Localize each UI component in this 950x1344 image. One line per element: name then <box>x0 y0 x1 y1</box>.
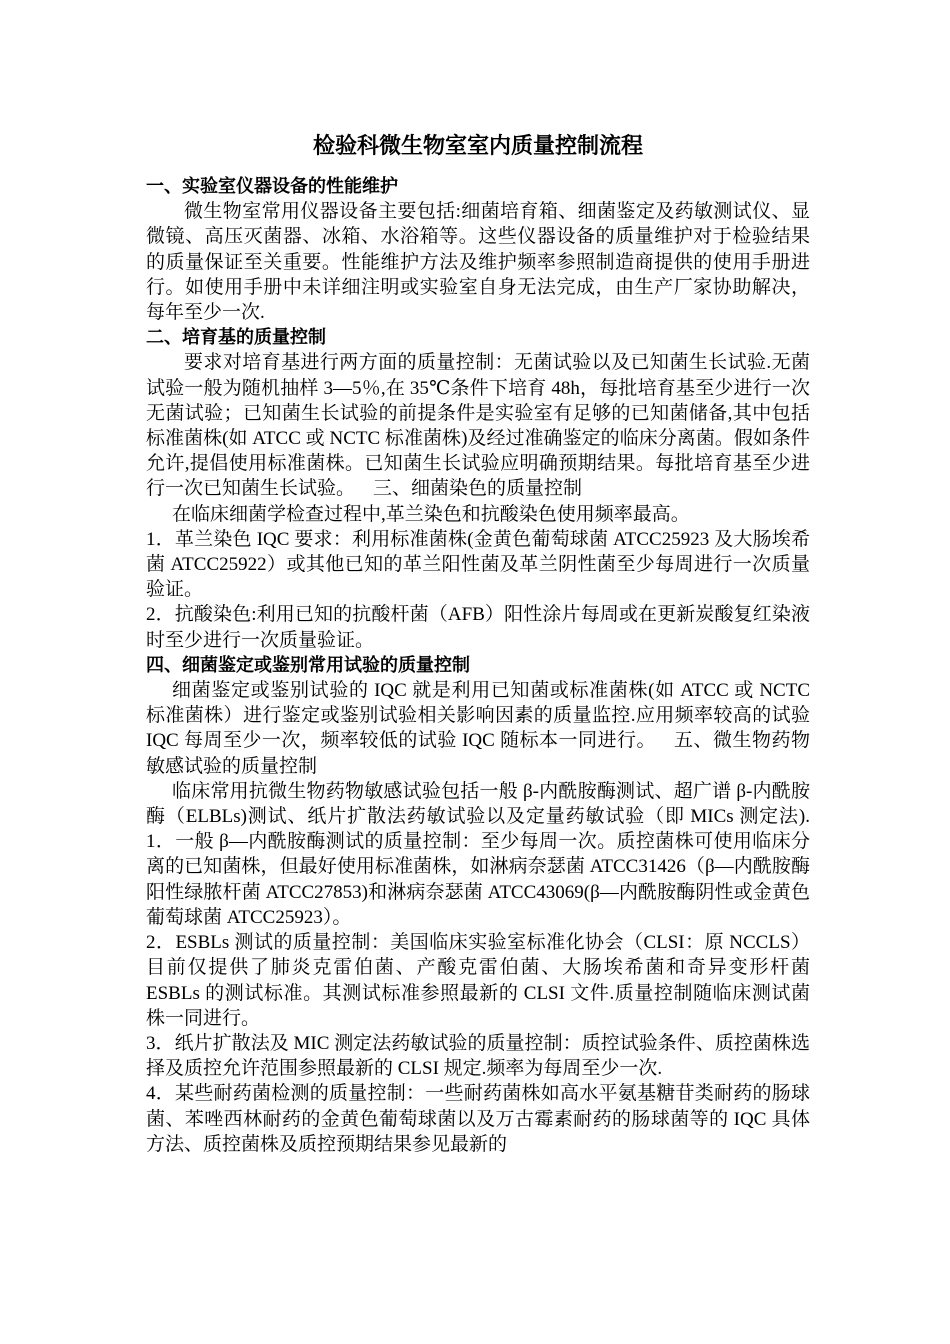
section5-item-3: 3．纸片扩散法及 MIC 测定法药敏试验的质量控制：质控试验条件、质控菌株选择及质控允许范围参照最新的 CLSI 规定.频率为每周至少一次. <box>146 1032 810 1080</box>
section4-text: 细菌鉴定或鉴别试验的 IQC 就是利用已知菌或标准菌株(如 ATCC 或 NCTC 标准菌株）进行鉴定或鉴别试验相关影响因素的质量监控.应用频率较高的试验 IQC 每周至少一次，频率较低的试验 IQC 随标本一同进行。 <box>146 680 810 752</box>
section-heading-1: 一、实验室仪器设备的性能维护 <box>146 176 398 197</box>
section1-paragraph: 微生物室常用仪器设备主要包括:细菌培育箱、细菌鉴定及药敏测试仪、显微镜、高压灭菌器、冰箱、水浴箱等。这些仪器设备的质量维护对于检验结果的质量保证至关重要。性能维护方法及维护频率参照制造商提供的使用手册进行。如使用手册中未详细注明或实验室自身无法完成，由生产厂家协助解决，每年至少一次. <box>146 201 810 324</box>
section-heading-2: 二、培育基的质量控制 <box>146 327 326 349</box>
section5-item-2: 2．ESBLs 测试的质量控制：美国临床实验室标准化协会（CLSI：原 NCCLS）目前仅提供了肺炎克雷伯菌、产酸克雷伯菌、大肠埃希菌和奇异变形杆菌 ESBLs 的测试标准。其测试标准参照最新的 CLSI 文件.质量控制随临床测试菌株一同进行。 <box>146 932 810 1029</box>
section3-intro: 在临床细菌学检查过程中,革兰染色和抗酸染色使用频率最高。 <box>172 503 690 525</box>
document-title: 检验科微生物室室内质量控制流程 <box>312 134 643 159</box>
section-heading-4: 四、细菌鉴定或鉴别常用试验的质量控制 <box>146 654 470 676</box>
section-heading-3: 三、细菌染色的质量控制 <box>373 478 583 500</box>
section5-paragraph: 临床常用抗微生物药物敏感试验包括一般 β-内酰胺酶测试、超广谱 β-内酰胺酶（ELBLs)测试、纸片扩散法药敏试验以及定量药敏试验（即 MICs 测定法). 1．一般 β—内酰胺酶测试的质量控制：至少每周一次。质控菌株可使用临床分离的已知菌株，但最好使用标准菌株，如淋病奈瑟菌 ATCC31426（β—内酰胺酶阳性绿脓杆菌 ATCC27853)和淋病奈瑟菌 ATCC43069(β—内酰胺酶阴性或金黄色葡萄球菌 ATCC25923）。 <box>146 780 810 928</box>
section5-item-4: 4．某些耐药菌检测的质量控制：一些耐药菌株如高水平氨基糖苷类耐药的肠球菌、苯唑西林耐药的金黄色葡萄球菌以及万古霉素耐药的肠球菌等的 IQC 具体方法、质控菌株及质控预期结果参见最新的 <box>146 1083 810 1155</box>
section-heading-5: 五、微生物药物敏感试验的质量控制 <box>146 730 810 777</box>
section3-item-2: 2．抗酸染色:利用已知的抗酸杆菌（AFB）阳性涂片每周或在更新炭酸复红染液时至少进行一次质量验证。 <box>146 604 810 651</box>
section4-paragraph <box>146 678 810 779</box>
section2-text: 要求对培育基进行两方面的质量控制：无菌试验以及已知菌生长试验.无菌试验一般为随机抽样 3—5％,在 35℃条件下培育 48h，每批培育基至少进行一次无菌试验；已知菌生长试验的前提条件是实验室有足够的已知菌储备,其中包括标准菌株(如 ATCC 或 NCTC 标准菌株)及经过准确鉴定的临床分离菌。假如条件允许,提倡使用标准菌株。已知菌生长试验应明确预期结果。每批培育基至少进行一次已知菌生长试验。 <box>146 352 810 500</box>
document-page <box>146 132 810 1157</box>
section2-paragraph <box>146 350 810 501</box>
section3-item-1: 1．革兰染色 IQC 要求：利用标准菌株(金黄色葡萄球菌 ATCC25923 及大肠埃希菌 ATCC25922）或其他已知的革兰阳性菌及革兰阴性菌至少每周进行一次质量验证。 <box>146 528 810 601</box>
